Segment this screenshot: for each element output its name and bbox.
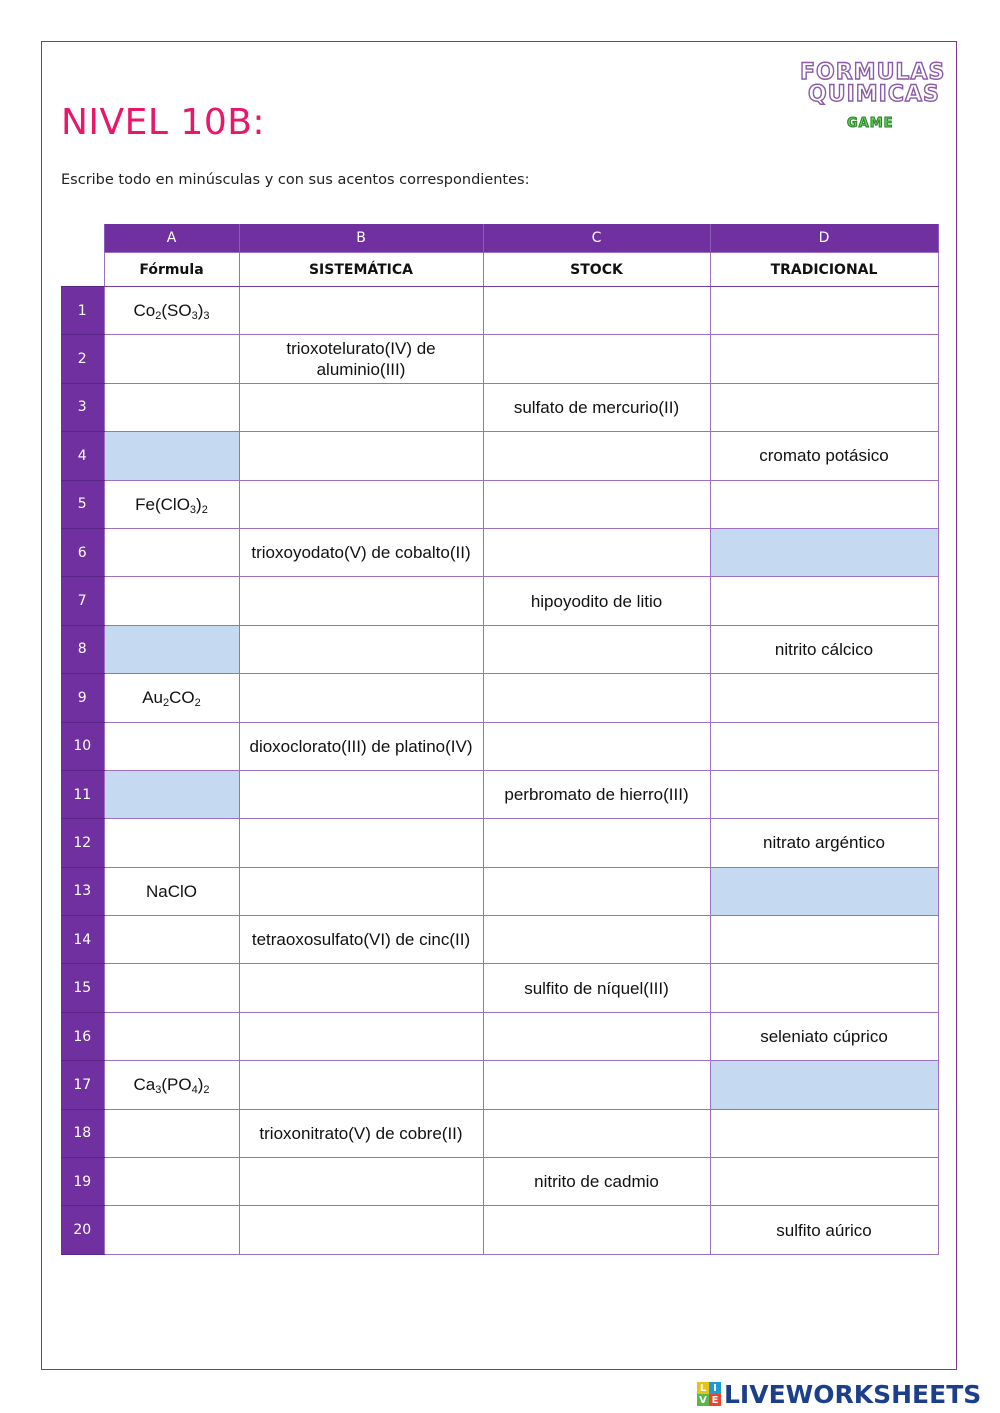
column-header-formula: Fórmula xyxy=(104,253,239,287)
cell-tradicional: cromato potásico xyxy=(710,432,938,480)
cell-sistematica xyxy=(239,867,483,915)
cell-sistematica: trioxoyodato(V) de cobalto(II) xyxy=(239,528,483,576)
cell-sistematica xyxy=(239,480,483,528)
cell-stock: nitrito de cadmio xyxy=(483,1158,710,1206)
cell-stock: perbromato de hierro(III) xyxy=(483,770,710,818)
cell-sistematica xyxy=(239,674,483,722)
cell-formula: $Au_2CO_2$ xyxy=(104,674,239,722)
answer-cell-formula[interactable] xyxy=(104,432,239,480)
row-number: 8 xyxy=(61,625,104,673)
row-number: 10 xyxy=(61,722,104,770)
table-row xyxy=(61,480,938,528)
cell-tradicional xyxy=(710,916,938,964)
cell-sistematica xyxy=(239,1206,483,1254)
cell-stock: hipoyodito de litio xyxy=(483,577,710,625)
page-title: NIVEL 10B: xyxy=(61,102,266,143)
answer-cell-formula[interactable] xyxy=(104,625,239,673)
cell-stock xyxy=(483,480,710,528)
answer-cell-formula[interactable] xyxy=(104,770,239,818)
cell-sistematica xyxy=(239,964,483,1012)
cell-sistematica: tetraoxosulfato(VI) de cinc(II) xyxy=(239,916,483,964)
cell-stock: sulfito de níquel(III) xyxy=(483,964,710,1012)
answer-cell-tradicional[interactable] xyxy=(710,867,938,915)
cell-stock xyxy=(483,625,710,673)
table-row xyxy=(61,287,938,335)
cell-formula xyxy=(104,577,239,625)
row-number: 12 xyxy=(61,819,104,867)
cell-tradicional xyxy=(710,287,938,335)
cell-formula xyxy=(104,383,239,431)
cell-tradicional xyxy=(710,577,938,625)
column-header-sistematica: SISTEMÁTICA xyxy=(239,253,483,287)
formulas-quimicas-logo xyxy=(798,60,948,140)
row-number: 2 xyxy=(61,335,104,383)
cell-formula xyxy=(104,1109,239,1157)
cell-formula xyxy=(104,916,239,964)
cell-formula: $Fe(ClO_3)_2$ xyxy=(104,480,239,528)
cell-stock xyxy=(483,674,710,722)
row-number: 1 xyxy=(61,287,104,335)
cell-formula: $Ca_3(PO_4)_2$ xyxy=(104,1061,239,1109)
table-row xyxy=(61,432,938,480)
row-number: 11 xyxy=(61,770,104,818)
table-row xyxy=(61,1206,938,1254)
row-number: 16 xyxy=(61,1012,104,1060)
answer-cell-tradicional[interactable] xyxy=(710,1061,938,1109)
row-number: 14 xyxy=(61,916,104,964)
cell-tradicional xyxy=(710,335,938,383)
logo-line-2: QUIMICAS xyxy=(808,82,940,107)
corner-cell xyxy=(61,224,104,253)
cell-formula xyxy=(104,964,239,1012)
cell-sistematica xyxy=(239,1061,483,1109)
cell-sistematica xyxy=(239,819,483,867)
cell-formula xyxy=(104,819,239,867)
column-header-stock: STOCK xyxy=(483,253,710,287)
table-row xyxy=(61,1109,938,1157)
cell-sistematica xyxy=(239,1158,483,1206)
instructions-text: Escribe todo en minúsculas y con sus acentos correspondientes: xyxy=(61,172,530,188)
row-number: 15 xyxy=(61,964,104,1012)
table-row xyxy=(61,916,938,964)
liveworksheets-icon xyxy=(697,1382,721,1406)
icon-letter-e: E xyxy=(709,1394,721,1406)
cell-stock xyxy=(483,722,710,770)
icon-letter-v: V xyxy=(697,1394,709,1406)
corner-cell xyxy=(61,253,104,287)
table-row xyxy=(61,1158,938,1206)
cell-sistematica: trioxotelurato(IV) de aluminio(III) xyxy=(239,335,483,383)
column-letter-c: C xyxy=(483,224,710,253)
table-row xyxy=(61,964,938,1012)
row-number: 9 xyxy=(61,674,104,722)
row-number: 18 xyxy=(61,1109,104,1157)
cell-tradicional xyxy=(710,770,938,818)
column-header-tradicional: TRADICIONAL xyxy=(710,253,938,287)
cell-stock xyxy=(483,819,710,867)
cell-stock xyxy=(483,1109,710,1157)
cell-formula xyxy=(104,335,239,383)
column-letter-d: D xyxy=(710,224,938,253)
cell-formula xyxy=(104,1158,239,1206)
cell-tradicional xyxy=(710,1109,938,1157)
cell-stock xyxy=(483,335,710,383)
cell-tradicional: seleniato cúprico xyxy=(710,1012,938,1060)
cell-stock xyxy=(483,287,710,335)
cell-sistematica xyxy=(239,287,483,335)
column-letter-a: A xyxy=(104,224,239,253)
cell-formula: $Co_2(SO_3)_3$ xyxy=(104,287,239,335)
cell-stock xyxy=(483,432,710,480)
cell-sistematica xyxy=(239,432,483,480)
cell-tradicional: nitrato argéntico xyxy=(710,819,938,867)
cell-tradicional xyxy=(710,1158,938,1206)
row-number: 6 xyxy=(61,528,104,576)
row-number: 4 xyxy=(61,432,104,480)
table-row xyxy=(61,577,938,625)
cell-stock xyxy=(483,867,710,915)
liveworksheets-wordmark: LIVEWORKSHEETS xyxy=(724,1379,982,1409)
liveworksheets-brand xyxy=(697,1378,981,1410)
cell-sistematica xyxy=(239,577,483,625)
cell-tradicional xyxy=(710,674,938,722)
cell-stock xyxy=(483,1061,710,1109)
cell-formula xyxy=(104,722,239,770)
column-letter-b: B xyxy=(239,224,483,253)
cell-stock xyxy=(483,1012,710,1060)
table-row xyxy=(61,1061,938,1109)
cell-tradicional xyxy=(710,964,938,1012)
table-row xyxy=(61,674,938,722)
answer-cell-tradicional[interactable] xyxy=(710,528,938,576)
row-number: 19 xyxy=(61,1158,104,1206)
row-number: 13 xyxy=(61,867,104,915)
column-header-row xyxy=(61,253,938,287)
table-row xyxy=(61,625,938,673)
icon-letter-i: I xyxy=(709,1382,721,1394)
row-number: 3 xyxy=(61,383,104,431)
row-number: 5 xyxy=(61,480,104,528)
icon-letter-l: L xyxy=(697,1382,709,1394)
cell-stock xyxy=(483,528,710,576)
logo-line-3: GAME xyxy=(847,116,894,131)
cell-sistematica xyxy=(239,770,483,818)
table-row xyxy=(61,528,938,576)
table-row xyxy=(61,770,938,818)
exercise-table xyxy=(61,224,939,1255)
logo-line-1: FORMULAS xyxy=(800,60,946,85)
cell-sistematica xyxy=(239,383,483,431)
cell-stock xyxy=(483,916,710,964)
cell-sistematica: dioxoclorato(III) de platino(IV) xyxy=(239,722,483,770)
cell-formula: NaClO xyxy=(104,867,239,915)
cell-tradicional xyxy=(710,480,938,528)
cell-formula xyxy=(104,1206,239,1254)
table-row xyxy=(61,867,938,915)
cell-sistematica: trioxonitrato(V) de cobre(II) xyxy=(239,1109,483,1157)
cell-stock: sulfato de mercurio(II) xyxy=(483,383,710,431)
cell-sistematica xyxy=(239,625,483,673)
column-letter-row xyxy=(61,224,938,253)
cell-tradicional xyxy=(710,722,938,770)
cell-stock xyxy=(483,1206,710,1254)
row-number: 17 xyxy=(61,1061,104,1109)
table-row xyxy=(61,335,938,383)
cell-formula xyxy=(104,1012,239,1060)
row-number: 20 xyxy=(61,1206,104,1254)
table-row xyxy=(61,1012,938,1060)
table-row xyxy=(61,383,938,431)
cell-tradicional: sulfito aúrico xyxy=(710,1206,938,1254)
table-row xyxy=(61,819,938,867)
table-body xyxy=(61,287,938,1255)
cell-sistematica xyxy=(239,1012,483,1060)
cell-formula xyxy=(104,528,239,576)
row-number: 7 xyxy=(61,577,104,625)
table-row xyxy=(61,722,938,770)
cell-tradicional xyxy=(710,383,938,431)
cell-tradicional: nitrito cálcico xyxy=(710,625,938,673)
